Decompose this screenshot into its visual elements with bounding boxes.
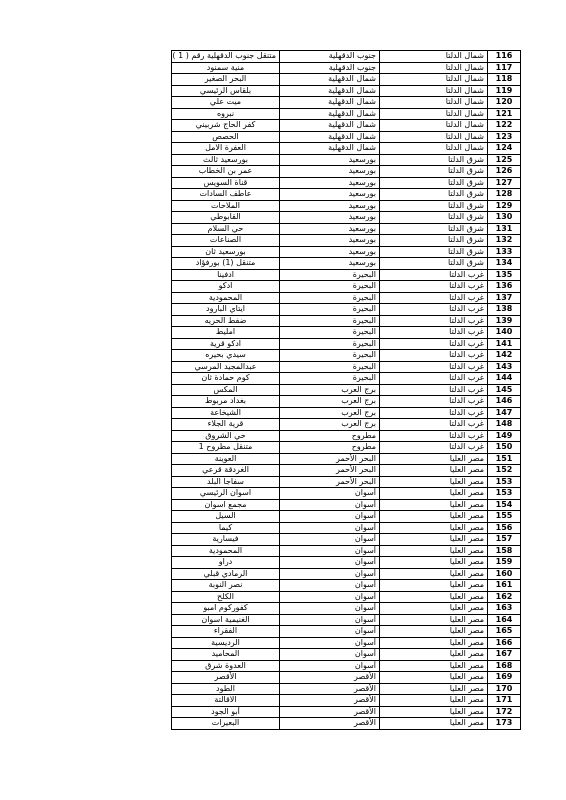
governorate-cell: البحيرة	[280, 361, 380, 373]
branch-name-cell: ضفط الحريه	[172, 315, 280, 327]
row-number-cell: 155	[488, 511, 521, 523]
table-row	[172, 626, 521, 638]
governorate-cell: بورسعيد	[280, 223, 380, 235]
row-number-cell: 138	[488, 304, 521, 316]
branch-name-cell: مجمع اسوان	[172, 499, 280, 511]
governorate-cell: برج العرب	[280, 419, 380, 431]
region-cell: شمال الدلتا	[380, 108, 488, 120]
region-cell: شرق الدلتا	[380, 177, 488, 189]
governorate-cell: أسوان	[280, 511, 380, 523]
table-row	[172, 74, 521, 86]
branch-name-cell: بورسعيد ثالث	[172, 154, 280, 166]
branch-name-cell: متنقل جنوب الدقهلية رقم ( 1 )	[172, 51, 280, 63]
branch-name-cell: كوم حمادة ثان	[172, 373, 280, 385]
row-number-cell: 150	[488, 442, 521, 454]
governorate-cell: الأقصر	[280, 672, 380, 684]
row-number-cell: 154	[488, 499, 521, 511]
branch-name-cell: سيدي بحيره	[172, 350, 280, 362]
governorate-cell: البحيرة	[280, 327, 380, 339]
region-cell: غرب الدلتا	[380, 430, 488, 442]
row-number-cell: 149	[488, 430, 521, 442]
branch-name-cell: المحمودية	[172, 545, 280, 557]
row-number-cell: 130	[488, 212, 521, 224]
row-number-cell: 117	[488, 62, 521, 74]
governorate-cell: بورسعيد	[280, 235, 380, 247]
branch-name-cell: بلقاس الرئيسي	[172, 85, 280, 97]
table-row	[172, 706, 521, 718]
branch-name-cell: فيسارية	[172, 534, 280, 546]
region-cell: غرب الدلتا	[380, 419, 488, 431]
table-row	[172, 373, 521, 385]
governorate-cell: الأقصر	[280, 706, 380, 718]
table-row	[172, 672, 521, 684]
branch-name-cell: قرية الجلاء	[172, 419, 280, 431]
row-number-cell: 173	[488, 718, 521, 730]
governorate-cell: الأقصر	[280, 683, 380, 695]
governorate-cell: أسوان	[280, 568, 380, 580]
governorate-cell: أسوان	[280, 488, 380, 500]
branch-name-cell: متنقل مطروح 1	[172, 442, 280, 454]
region-cell: مصر العليا	[380, 591, 488, 603]
region-cell: غرب الدلتا	[380, 269, 488, 281]
row-number-cell: 163	[488, 603, 521, 615]
row-number-cell: 161	[488, 580, 521, 592]
row-number-cell: 144	[488, 373, 521, 385]
branch-name-cell: المحاميد	[172, 649, 280, 661]
row-number-cell: 134	[488, 258, 521, 270]
region-cell: شمال الدلتا	[380, 143, 488, 155]
row-number-cell: 120	[488, 97, 521, 109]
table-row	[172, 338, 521, 350]
row-number-cell: 136	[488, 281, 521, 293]
branch-name-cell: الطود	[172, 683, 280, 695]
governorate-cell: البحيرة	[280, 338, 380, 350]
region-cell: غرب الدلتا	[380, 304, 488, 316]
region-cell: مصر العليا	[380, 522, 488, 534]
branch-name-cell: أبو الجود	[172, 706, 280, 718]
row-number-cell: 128	[488, 189, 521, 201]
region-cell: شمال الدلتا	[380, 74, 488, 86]
governorate-cell: البحيرة	[280, 373, 380, 385]
table-row	[172, 488, 521, 500]
table-row	[172, 522, 521, 534]
table-row	[172, 580, 521, 592]
table-row	[172, 695, 521, 707]
governorate-cell: أسوان	[280, 591, 380, 603]
governorate-cell: جنوب الدقهلية	[280, 62, 380, 74]
row-number-cell: 116	[488, 51, 521, 63]
table-row	[172, 315, 521, 327]
row-number-cell: 164	[488, 614, 521, 626]
governorate-cell: أسوان	[280, 626, 380, 638]
table-row	[172, 212, 521, 224]
row-number-cell: 157	[488, 534, 521, 546]
region-cell: مصر العليا	[380, 568, 488, 580]
governorate-cell: البحيرة	[280, 281, 380, 293]
region-cell: مصر العليا	[380, 465, 488, 477]
branch-name-cell: المحمودية	[172, 292, 280, 304]
table-row	[172, 108, 521, 120]
row-number-cell: 135	[488, 269, 521, 281]
governorate-cell: الأقصر	[280, 695, 380, 707]
table-row	[172, 304, 521, 316]
row-number-cell: 162	[488, 591, 521, 603]
governorate-cell: شمال الدقهلية	[280, 143, 380, 155]
branch-name-cell: سفاجا البلد	[172, 476, 280, 488]
governorate-cell: أسوان	[280, 580, 380, 592]
region-cell: شرق الدلتا	[380, 200, 488, 212]
row-number-cell: 126	[488, 166, 521, 178]
branch-name-cell: الرمادي قبلي	[172, 568, 280, 580]
region-cell: شرق الدلتا	[380, 223, 488, 235]
table-row	[172, 591, 521, 603]
row-number-cell: 133	[488, 246, 521, 258]
row-number-cell: 141	[488, 338, 521, 350]
table-row	[172, 718, 521, 730]
table-row	[172, 200, 521, 212]
branch-name-cell: الرديسية	[172, 637, 280, 649]
row-number-cell: 131	[488, 223, 521, 235]
table-row	[172, 557, 521, 569]
governorate-cell: أسوان	[280, 637, 380, 649]
row-number-cell: 166	[488, 637, 521, 649]
branch-name-cell: الأقصر	[172, 672, 280, 684]
governorate-cell: أسوان	[280, 557, 380, 569]
region-cell: غرب الدلتا	[380, 350, 488, 362]
region-cell: شمال الدلتا	[380, 62, 488, 74]
row-number-cell: 170	[488, 683, 521, 695]
table-row	[172, 396, 521, 408]
table-row	[172, 85, 521, 97]
region-cell: شمال الدلتا	[380, 97, 488, 109]
row-number-cell: 165	[488, 626, 521, 638]
row-number-cell: 168	[488, 660, 521, 672]
governorate-cell: البحيرة	[280, 292, 380, 304]
region-cell: غرب الدلتا	[380, 407, 488, 419]
row-number-cell: 121	[488, 108, 521, 120]
table-row	[172, 177, 521, 189]
governorate-cell: البحيرة	[280, 315, 380, 327]
branch-name-cell: الغردقة قرعي	[172, 465, 280, 477]
region-cell: شرق الدلتا	[380, 235, 488, 247]
region-cell: مصر العليا	[380, 488, 488, 500]
governorate-cell: مطروح	[280, 442, 380, 454]
table-row	[172, 603, 521, 615]
row-number-cell: 151	[488, 453, 521, 465]
table-row	[172, 430, 521, 442]
branch-name-cell: القابوطي	[172, 212, 280, 224]
region-cell: مصر العليا	[380, 545, 488, 557]
governorate-cell: بورسعيد	[280, 189, 380, 201]
region-cell: مصر العليا	[380, 580, 488, 592]
governorate-cell: أسوان	[280, 660, 380, 672]
row-number-cell: 172	[488, 706, 521, 718]
governorate-cell: بورسعيد	[280, 177, 380, 189]
branch-name-cell: كيما	[172, 522, 280, 534]
table-row	[172, 269, 521, 281]
branch-name-cell: حي السلام	[172, 223, 280, 235]
region-cell: مصر العليا	[380, 718, 488, 730]
row-number-cell: 122	[488, 120, 521, 132]
table-row	[172, 350, 521, 362]
governorate-cell: أسوان	[280, 545, 380, 557]
branch-table	[171, 50, 521, 730]
branch-name-cell: دراو	[172, 557, 280, 569]
governorate-cell: شمال الدقهلية	[280, 74, 380, 86]
branch-name-cell: نصر النوبة	[172, 580, 280, 592]
table-row	[172, 281, 521, 293]
governorate-cell: بورسعيد	[280, 166, 380, 178]
governorate-cell: شمال الدقهلية	[280, 120, 380, 132]
branch-name-cell: العفرة الامل	[172, 143, 280, 155]
governorate-cell: البحيرة	[280, 304, 380, 316]
region-cell: شمال الدلتا	[380, 120, 488, 132]
region-cell: مصر العليا	[380, 695, 488, 707]
table-row	[172, 683, 521, 695]
region-cell: شرق الدلتا	[380, 189, 488, 201]
branch-name-cell: بورسعيد ثان	[172, 246, 280, 258]
row-number-cell: 123	[488, 131, 521, 143]
region-cell: مصر العليا	[380, 672, 488, 684]
table-row	[172, 62, 521, 74]
region-cell: مصر العليا	[380, 614, 488, 626]
table-row	[172, 246, 521, 258]
region-cell: مصر العليا	[380, 453, 488, 465]
row-number-cell: 171	[488, 695, 521, 707]
branch-name-cell: عمر بن الخطاب	[172, 166, 280, 178]
table-row	[172, 476, 521, 488]
region-cell: شمال الدلتا	[380, 51, 488, 63]
governorate-cell: أسوان	[280, 649, 380, 661]
table-row	[172, 189, 521, 201]
region-cell: شرق الدلتا	[380, 258, 488, 270]
branch-name-cell: الكلح	[172, 591, 280, 603]
table-row	[172, 568, 521, 580]
row-number-cell: 124	[488, 143, 521, 155]
table-row	[172, 384, 521, 396]
region-cell: مصر العليا	[380, 476, 488, 488]
branch-name-cell: ميت علي	[172, 97, 280, 109]
governorate-cell: البحر الأحمر	[280, 453, 380, 465]
branch-name-cell: الاقالتة	[172, 695, 280, 707]
branch-name-cell: ادفينا	[172, 269, 280, 281]
governorate-cell: برج العرب	[280, 407, 380, 419]
region-cell: غرب الدلتا	[380, 315, 488, 327]
governorate-cell: برج العرب	[280, 396, 380, 408]
table-row	[172, 327, 521, 339]
row-number-cell: 145	[488, 384, 521, 396]
row-number-cell: 153	[488, 488, 521, 500]
branch-name-cell: المكس	[172, 384, 280, 396]
row-number-cell: 167	[488, 649, 521, 661]
table-row	[172, 166, 521, 178]
branch-name-cell: نبروه	[172, 108, 280, 120]
branch-name-cell: البحر الصغير	[172, 74, 280, 86]
branch-name-cell: السيل	[172, 511, 280, 523]
branch-name-cell: العدوة شرق	[172, 660, 280, 672]
table-row	[172, 292, 521, 304]
row-number-cell: 127	[488, 177, 521, 189]
region-cell: مصر العليا	[380, 660, 488, 672]
governorate-cell: أسوان	[280, 603, 380, 615]
governorate-cell: بورسعيد	[280, 258, 380, 270]
row-number-cell: 169	[488, 672, 521, 684]
row-number-cell: 137	[488, 292, 521, 304]
table-row	[172, 143, 521, 155]
table-row	[172, 361, 521, 373]
region-cell: مصر العليا	[380, 499, 488, 511]
region-cell: مصر العليا	[380, 706, 488, 718]
row-number-cell: 119	[488, 85, 521, 97]
branch-name-cell: اسوان الرئيسي	[172, 488, 280, 500]
row-number-cell: 125	[488, 154, 521, 166]
governorate-cell: أسوان	[280, 499, 380, 511]
region-cell: غرب الدلتا	[380, 361, 488, 373]
branch-name-cell: الصناعات	[172, 235, 280, 247]
row-number-cell: 132	[488, 235, 521, 247]
row-number-cell: 152	[488, 465, 521, 477]
table-row	[172, 154, 521, 166]
governorate-cell: جنوب الدقهلية	[280, 51, 380, 63]
table-row	[172, 258, 521, 270]
table-row	[172, 499, 521, 511]
region-cell: شرق الدلتا	[380, 212, 488, 224]
row-number-cell: 148	[488, 419, 521, 431]
region-cell: شرق الدلتا	[380, 154, 488, 166]
governorate-cell: شمال الدقهلية	[280, 131, 380, 143]
governorate-cell: البحيرة	[280, 350, 380, 362]
governorate-cell: الأقصر	[280, 718, 380, 730]
governorate-cell: البحيرة	[280, 269, 380, 281]
governorate-cell: شمال الدقهلية	[280, 97, 380, 109]
branch-name-cell: امليط	[172, 327, 280, 339]
table-row	[172, 465, 521, 477]
branch-name-cell: كفوركوم امبو	[172, 603, 280, 615]
governorate-cell: أسوان	[280, 522, 380, 534]
branch-name-cell: ادكو	[172, 281, 280, 293]
region-cell: مصر العليا	[380, 637, 488, 649]
table-row	[172, 545, 521, 557]
governorate-cell: بورسعيد	[280, 200, 380, 212]
branch-name-cell: الشيخاعة	[172, 407, 280, 419]
row-number-cell: 159	[488, 557, 521, 569]
region-cell: مصر العليا	[380, 534, 488, 546]
branch-name-cell: الفقراء	[172, 626, 280, 638]
table-row	[172, 223, 521, 235]
branch-name-cell: منية سمنود	[172, 62, 280, 74]
table-row	[172, 407, 521, 419]
region-cell: شمال الدلتا	[380, 131, 488, 143]
governorate-cell: شمال الدقهلية	[280, 108, 380, 120]
governorate-cell: بورسعيد	[280, 246, 380, 258]
region-cell: شمال الدلتا	[380, 85, 488, 97]
region-cell: مصر العليا	[380, 649, 488, 661]
table-row	[172, 534, 521, 546]
region-cell: مصر العليا	[380, 603, 488, 615]
branch-name-cell: ايتاي البارود	[172, 304, 280, 316]
table-row	[172, 649, 521, 661]
table-row	[172, 51, 521, 63]
row-number-cell: 160	[488, 568, 521, 580]
table-row	[172, 511, 521, 523]
table-row	[172, 235, 521, 247]
branch-name-cell: عاطف السادات	[172, 189, 280, 201]
branch-name-cell: عبدالمجيد المرسي	[172, 361, 280, 373]
governorate-cell: مطروح	[280, 430, 380, 442]
branch-name-cell: بغداد مربوط	[172, 396, 280, 408]
governorate-cell: بورسعيد	[280, 212, 380, 224]
region-cell: غرب الدلتا	[380, 338, 488, 350]
region-cell: غرب الدلتا	[380, 292, 488, 304]
table-row	[172, 120, 521, 132]
row-number-cell: 143	[488, 361, 521, 373]
branch-name-cell: متنقل (1) بورفؤاد	[172, 258, 280, 270]
branch-name-cell: الحصص	[172, 131, 280, 143]
table-row	[172, 419, 521, 431]
row-number-cell: 158	[488, 545, 521, 557]
table-row	[172, 442, 521, 454]
table-row	[172, 131, 521, 143]
governorate-cell: برج العرب	[280, 384, 380, 396]
row-number-cell: 142	[488, 350, 521, 362]
branch-name-cell: العوينة	[172, 453, 280, 465]
row-number-cell: 139	[488, 315, 521, 327]
branch-table-body	[172, 51, 521, 730]
row-number-cell: 147	[488, 407, 521, 419]
branch-name-cell: البعيرات	[172, 718, 280, 730]
region-cell: غرب الدلتا	[380, 327, 488, 339]
table-row	[172, 660, 521, 672]
branch-name-cell: الغنيمية اسوان	[172, 614, 280, 626]
row-number-cell: 129	[488, 200, 521, 212]
row-number-cell: 146	[488, 396, 521, 408]
region-cell: مصر العليا	[380, 511, 488, 523]
table-row	[172, 614, 521, 626]
region-cell: غرب الدلتا	[380, 281, 488, 293]
governorate-cell: شمال الدقهلية	[280, 85, 380, 97]
region-cell: مصر العليا	[380, 626, 488, 638]
region-cell: غرب الدلتا	[380, 442, 488, 454]
branch-name-cell: حي الشروق	[172, 430, 280, 442]
branch-name-cell: ادكو قرية	[172, 338, 280, 350]
branch-name-cell: كفر الحاج شربيني	[172, 120, 280, 132]
region-cell: مصر العليا	[380, 683, 488, 695]
governorate-cell: البحر الأحمر	[280, 476, 380, 488]
row-number-cell: 153	[488, 476, 521, 488]
row-number-cell: 140	[488, 327, 521, 339]
table-row	[172, 637, 521, 649]
region-cell: شرق الدلتا	[380, 246, 488, 258]
row-number-cell: 156	[488, 522, 521, 534]
branch-name-cell: الملاحات	[172, 200, 280, 212]
row-number-cell: 118	[488, 74, 521, 86]
table-row	[172, 453, 521, 465]
governorate-cell: أسوان	[280, 534, 380, 546]
region-cell: شرق الدلتا	[380, 166, 488, 178]
branch-name-cell: قناة السويس	[172, 177, 280, 189]
region-cell: مصر العليا	[380, 557, 488, 569]
governorate-cell: أسوان	[280, 614, 380, 626]
governorate-cell: البحر الأحمر	[280, 465, 380, 477]
region-cell: غرب الدلتا	[380, 384, 488, 396]
region-cell: غرب الدلتا	[380, 396, 488, 408]
governorate-cell: بورسعيد	[280, 154, 380, 166]
region-cell: غرب الدلتا	[380, 373, 488, 385]
table-row	[172, 97, 521, 109]
